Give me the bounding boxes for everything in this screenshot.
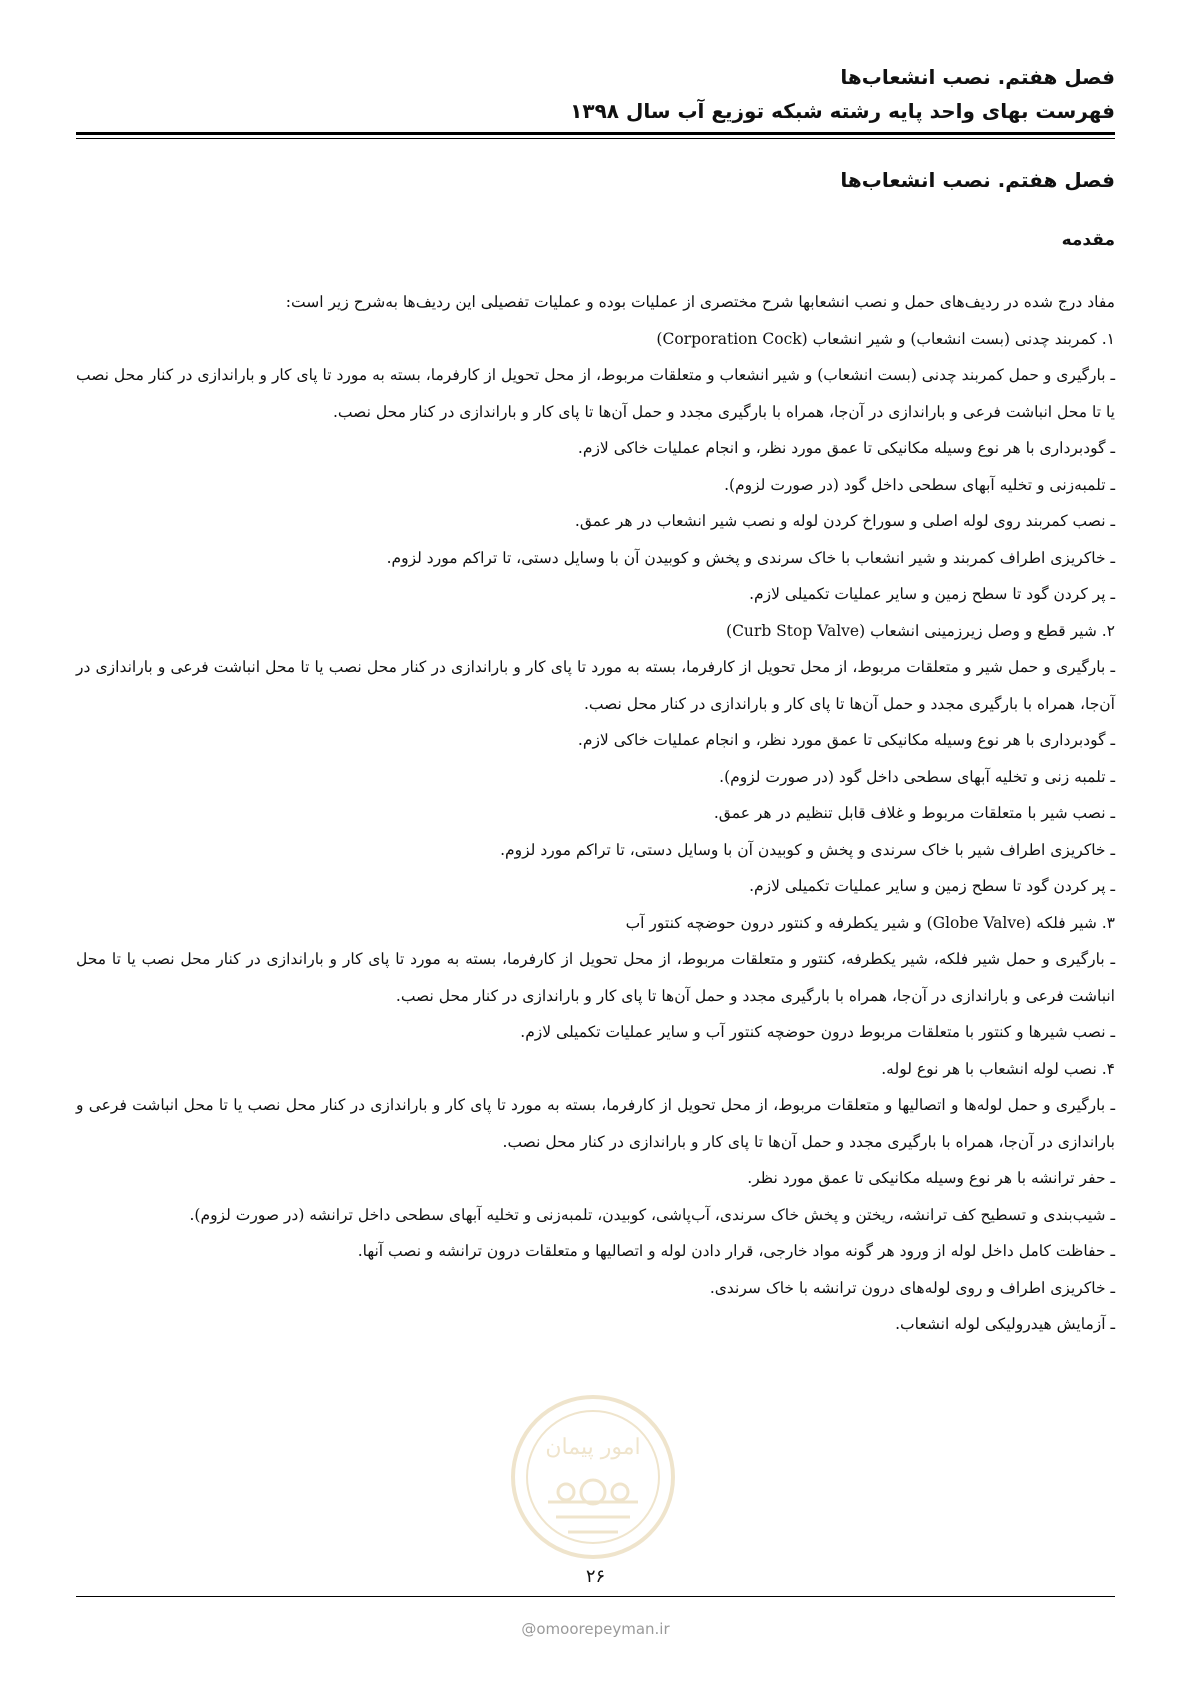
list-item: ـ پر کردن گود تا سطح زمین و سایر عملیات تکمیلی لازم. [749, 877, 1115, 895]
header-document-title: فهرست بهای واحد پایه رشته شبکه توزیع آب سال ۱۳۹۸ [570, 99, 1115, 123]
list-item: ـ نصب شیر با متعلقات مربوط و غلاف قابل تنظیم در هر عمق. [713, 804, 1115, 822]
footer-rule [76, 1596, 1115, 1597]
intro-paragraph: مفاد درج شده در ردیف‌های حمل و نصب انشعابها شرح مختصری از عملیات بوده و عملیات تفصیلی این ردیف‌ها به‌شرح زیر است: [285, 293, 1115, 311]
watermark-url: @omoorepeyman.ir [521, 1620, 670, 1638]
section-title-4: ۴. نصب لوله انشعاب با هر نوع لوله. [881, 1059, 1115, 1078]
list-item: ـ گودبرداری با هر نوع وسیله مکانیکی تا عمق مورد نظر، و انجام عملیات خاکی لازم. [577, 439, 1115, 457]
running-header [76, 60, 1115, 128]
list-item: ـ بارگیری و حمل لوله‌ها و اتصالیها و متعلقات مربوط، از محل تحویل از کارفرما، بسته به مورد تا پای کار و باراندازی در کنار محل نصب یا تا محل انباشت فرعی و باراندازی در آن‌جا، همراه با بارگیری مجدد و حمل آن‌ها تا پای کار و باراندازی در کنار محل نصب. [76, 1096, 1115, 1151]
list-item: ـ حفاظت کامل داخل لوله از ورود هر گونه مواد خارجی، قرار دادن لوله و اتصالیها و متعلقات درون ترانشه و نصب آنها. [357, 1242, 1115, 1260]
list-item: ـ گودبرداری با هر نوع وسیله مکانیکی تا عمق مورد نظر، و انجام عملیات خاکی لازم. [577, 731, 1115, 749]
watermark-seal-icon [508, 1392, 678, 1562]
list-item: ـ خاکریزی اطراف و روی لوله‌های درون ترانشه با خاک سرندی. [709, 1278, 1115, 1297]
list-item: ـ تلمبه‌زنی و تخلیه آبهای سطحی داخل گود (در صورت لزوم). [724, 475, 1115, 494]
list-item: ـ پر کردن گود تا سطح زمین و سایر عملیات تکمیلی لازم. [749, 585, 1115, 603]
section-title-3: ۳. شیر فلکه (Globe Valve) و شیر یکطرفه و کنتور درون حوضچه کنتور آب [625, 913, 1115, 932]
list-item: ـ تلمبه زنی و تخلیه آبهای سطحی داخل گود (در صورت لزوم). [719, 767, 1115, 786]
list-item: ـ بارگیری و حمل شیر و متعلقات مربوط، از محل تحویل از کارفرما، بسته به مورد تا پای کار و باراندازی در کنار محل نصب یا تا محل انباشت فرعی و باراندازی در آن‌جا، همراه با بارگیری مجدد و حمل آن‌ها تا پای کار و باراندازی در کنار محل نصب. [76, 658, 1115, 713]
intro-heading: مقدمه [1061, 230, 1115, 250]
section-title-1: ۱. کمربند چدنی (بست انشعاب) و شیر انشعاب (Corporation Cock) [656, 329, 1115, 348]
list-item: ـ حفر ترانشه با هر نوع وسیله مکانیکی تا عمق مورد نظر. [747, 1169, 1115, 1187]
body-text [76, 284, 1115, 1343]
chapter-title: فصل هفتم. نصب انشعاب‌ها [840, 168, 1115, 192]
list-item: ـ خاکریزی اطراف شیر با خاک سرندی و پخش و کوبیدن آن با وسایل دستی، تا تراکم مورد لزوم. [500, 840, 1115, 859]
list-item: ـ بارگیری و حمل شیر فلکه، شیر یکطرفه، کنتور و متعلقات مربوط، از محل تحویل از کارفرما، بسته به مورد تا پای کار و باراندازی در کنار محل نصب یا تا محل انباشت فرعی و باراندازی در آن‌جا، همراه با بارگیری مجدد و حمل آن‌ها تا پای کار و باراندازی در کنار محل نصب. [76, 950, 1115, 1005]
header-rule-thick [76, 132, 1115, 135]
header-rule-thin [76, 138, 1115, 139]
list-item: ـ نصب کمربند روی لوله اصلی و سوراخ کردن لوله و نصب شیر انشعاب در هر عمق. [574, 512, 1115, 530]
list-item: ـ نصب شیرها و کنتور با متعلقات مربوط درون حوضچه کنتور آب و سایر عملیات تکمیلی لازم. [520, 1023, 1115, 1041]
section-title-2: ۲. شیر قطع و وصل زیرزمینی انشعاب (Curb Stop Valve) [726, 621, 1115, 640]
list-item: ـ آزمایش هیدرولیکی لوله انشعاب. [895, 1315, 1115, 1333]
header-chapter: فصل هفتم. نصب انشعاب‌ها [840, 65, 1115, 89]
seal-text: امور پیمان [545, 1435, 641, 1460]
list-item: ـ بارگیری و حمل کمربند چدنی (بست انشعاب) و شیر انشعاب و متعلقات مربوط، از محل تحویل از کارفرما، بسته به مورد تا پای کار و باراندازی در کنار محل نصب یا تا محل انباشت فرعی و باراندازی در آن‌جا، همراه با بارگیری مجدد و حمل آن‌ها تا پای کار و باراندازی در کنار محل نصب. [76, 366, 1115, 421]
page-number: ۲۶ [585, 1566, 606, 1587]
list-item: ـ شیب‌بندی و تسطیح کف ترانشه، ریختن و پخش خاک سرندی، آب‌پاشی، کوبیدن، تلمبه‌زنی و تخلیه آبهای سطحی داخل ترانشه (در صورت لزوم). [189, 1205, 1115, 1224]
list-item: ـ خاکریزی اطراف کمربند و شیر انشعاب با خاک سرندی و پخش و کوبیدن آن با وسایل دستی، تا تراکم مورد لزوم. [386, 548, 1115, 567]
